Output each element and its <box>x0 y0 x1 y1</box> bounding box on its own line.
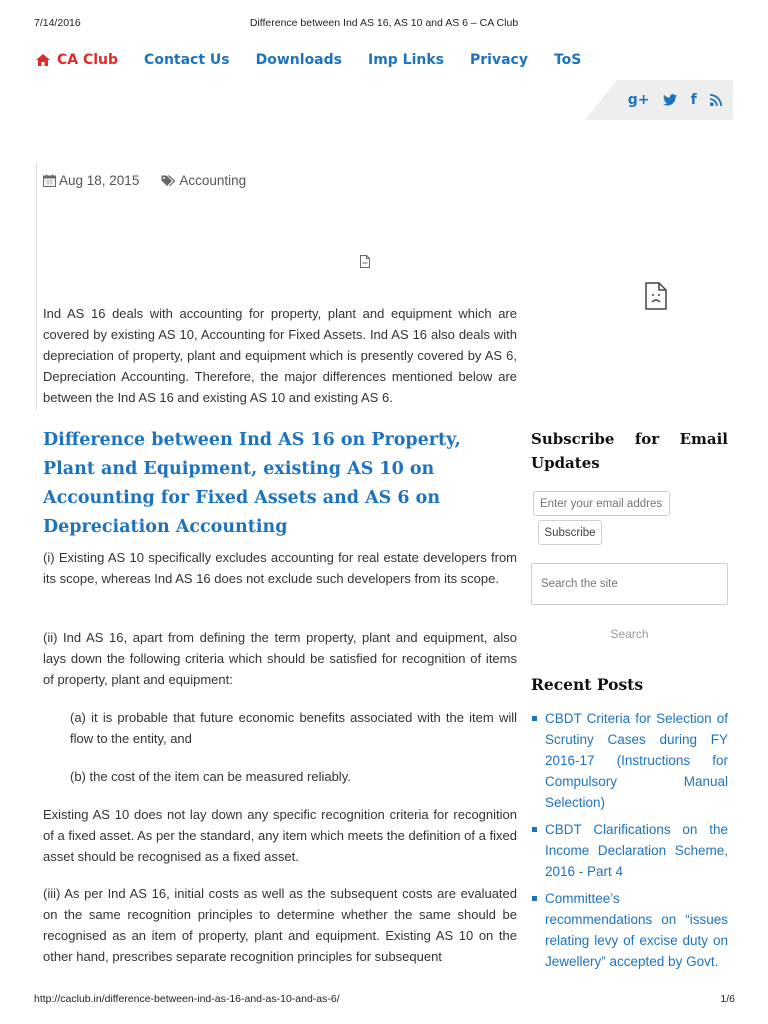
recent-post-link[interactable]: CBDT Criteria for Selection of Scrutiny Cases during FY 2016-17 (Instructions for Compulsory Manual Selection) <box>545 711 728 810</box>
rss-icon[interactable] <box>710 94 722 106</box>
broken-image-icon <box>645 282 667 310</box>
nav-privacy-link[interactable]: Privacy <box>470 52 528 68</box>
facebook-icon[interactable]: f <box>690 92 697 108</box>
article-list-item: (b) the cost of the item can be measured reliably. <box>70 769 351 784</box>
calendar-icon <box>43 174 56 187</box>
article-paragraph: (i) Existing AS 10 specifically excludes accounting for real estate developers from its scope, whereas Ind AS 16 does not exclude such developers from its scope. <box>43 550 517 586</box>
tags-icon <box>161 175 176 187</box>
nav-tos-link[interactable]: ToS <box>553 52 582 68</box>
recent-post-link[interactable]: Committee’s recommendations on “issues relating levy of excise duty on Jewellery” accepted by Govt. <box>545 891 728 969</box>
article-paragraph: (iii) As per Ind AS 16, initial costs as well as the subsequent costs are evaluated on the same recognition principles to determine whether the same should be recognised as an item of property, plant and equipment. Existing AS 10 on the other hand, prescribes separate recognition principles for subsequent <box>43 886 517 964</box>
print-url: http://caclub.in/difference-between-ind-as-16-and-as-10-and-as-6/ <box>34 993 340 1005</box>
print-date: 7/14/2016 <box>34 17 81 29</box>
nav-imp-links-link[interactable]: Imp Links <box>367 52 445 68</box>
recent-post-link[interactable]: CBDT Clarifications on the Income Declaration Scheme, 2016 - Part 4 <box>545 822 728 879</box>
nav-home-link[interactable] <box>36 50 118 70</box>
content-divider <box>36 163 37 411</box>
social-bar-edge <box>585 80 617 120</box>
post-meta <box>43 173 246 188</box>
subscribe-heading: Subscribe for Email Updates <box>531 430 728 472</box>
page-number: 1/6 <box>720 993 735 1005</box>
social-bar <box>617 80 733 120</box>
broken-image-icon <box>360 255 370 268</box>
nav-contact-link[interactable]: Contact Us <box>144 52 230 68</box>
top-nav <box>36 50 607 70</box>
article-heading: Difference between Ind AS 16 on Property, Plant and Equipment, existing AS 10 on Accounting for Fixed Assets and AS 6 on Depreciation Accounting <box>43 430 461 537</box>
subscribe-button[interactable]: Subscribe <box>538 520 602 545</box>
article-list-item: (a) it is probable that future economic benefits associated with the item will flow to the entity, and <box>70 710 517 746</box>
post-category-link[interactable]: Accounting <box>179 173 247 188</box>
article-paragraph: Existing AS 10 does not lay down any specific recognition criteria for recognition of a fixed asset. As per the standard, any item which meets the definition of a fixed asset should be recognised as a fixed asset. <box>43 807 517 864</box>
list-item <box>531 819 728 882</box>
article-paragraph: (ii) Ind AS 16, apart from defining the term property, plant and equipment, also lays down the following criteria which should be satisfied for recognition of items of property, plant and equipment: <box>43 630 517 687</box>
search-button[interactable]: Search <box>531 625 728 643</box>
article-intro: Ind AS 16 deals with accounting for property, plant and equipment which are covered by existing AS 10, Accounting for Fixed Assets. Ind AS 16 also deals with depreciation of property, plant and equipment which is presently covered by AS 6, Depreciation Accounting. Therefore, the major differences mentioned below are between the Ind AS 16 and existing AS 10 and existing AS 6. <box>43 306 517 405</box>
recent-posts-list <box>531 708 728 978</box>
nav-brand-label: CA Club <box>57 52 119 68</box>
list-item <box>531 888 728 972</box>
list-item <box>531 708 728 813</box>
nav-downloads-link[interactable]: Downloads <box>255 52 342 68</box>
twitter-icon[interactable] <box>663 94 677 106</box>
post-date: Aug 18, 2015 <box>59 173 140 188</box>
print-title: Difference between Ind AS 16, AS 10 and AS 6 – CA Club <box>249 17 519 29</box>
print-header <box>0 17 768 31</box>
home-icon <box>36 54 50 66</box>
recent-posts-heading: Recent Posts <box>531 675 644 694</box>
email-field[interactable] <box>533 491 670 516</box>
google-plus-icon[interactable]: g+ <box>627 92 650 108</box>
search-input[interactable] <box>531 563 728 605</box>
